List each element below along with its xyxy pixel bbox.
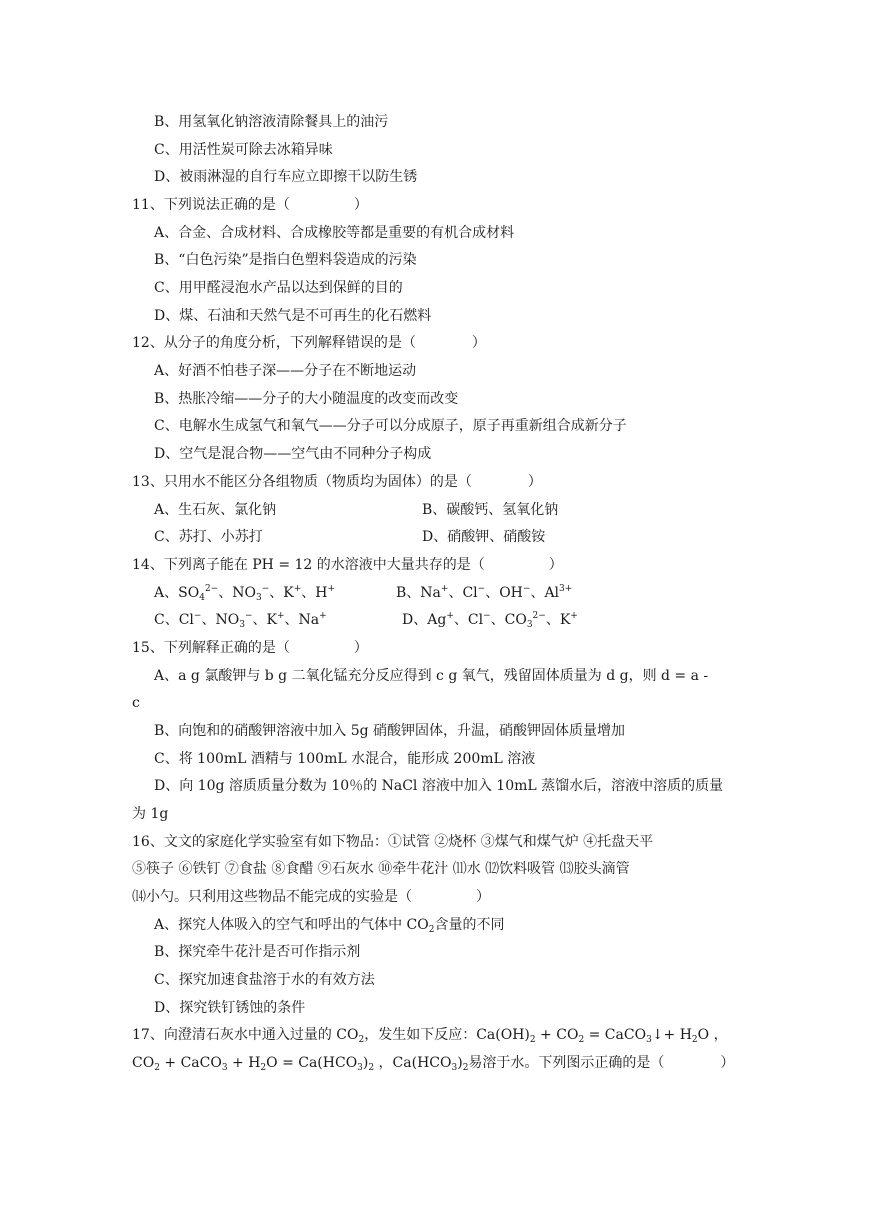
ion-formula: Na+ — [420, 584, 449, 601]
q14-option-c — [154, 610, 327, 630]
q13-option-c: C、苏打、小苏打 — [154, 529, 263, 545]
option-label: C、 — [154, 612, 179, 628]
ion-formula: $NO_3^-$ — [232, 584, 270, 603]
ion-separator: 、 — [284, 612, 299, 628]
q15-option-d: D、向 10g 溶质质量分数为 10％的 NaCl 溶液中加入 10mL 蒸馏水后，溶液中溶质的质量 — [154, 778, 724, 794]
q16-stem-line3: ⒁小勺。只利用这些物品不能完成的实验是（ ） — [132, 889, 490, 905]
ion-separator: 、 — [201, 612, 216, 628]
option-label: A、 — [154, 585, 179, 601]
ion-formula: $CO_3^{2-}$ — [504, 611, 546, 630]
q16-option-b: B、探究牵牛花汁是否可作指示剂 — [154, 944, 361, 960]
q11-option-b: B、“白色污染”是指白色塑料袋造成的污染 — [154, 252, 417, 268]
ion-formula: $NO_3^-$ — [215, 611, 253, 630]
q11-option-a: A、合金、合成材料、合成橡胶等都是重要的有机合成材料 — [154, 225, 515, 241]
q15-option-c: C、将 100mL 酒精与 100mL 水混合，能形成 200mL 溶液 — [154, 751, 536, 767]
q13-stem: 13、只用水不能区分各组物质（物质均为固体）的是（ ） — [132, 474, 542, 490]
q12-option-a: A、好酒不怕巷子深——分子在不断地运动 — [154, 363, 417, 379]
ion-formula: $SO_4^{2-}$ — [178, 584, 219, 603]
q13-option-b: B、碳酸钙、氢氧化钠 — [422, 502, 559, 518]
q15-stem: 15、下列解释正确的是（ ） — [132, 640, 368, 656]
q12-option-b: B、热胀冷缩——分子的大小随温度的改变而改变 — [154, 391, 459, 407]
q12-option-d: D、空气是混合物——空气由不同种分子构成 — [154, 446, 432, 462]
ion-formula: OH− — [499, 584, 531, 601]
ion-separator: 、 — [448, 585, 463, 601]
ion-formula: H+ — [315, 584, 336, 601]
option-label: B、 — [396, 585, 421, 601]
q10-option-c: C、用活性炭可除去冰箱异味 — [154, 142, 333, 158]
q17-stem-line1: 17、向澄清石灰水中通入过量的 $CO_2$，发生如下反应：$Ca(OH)_2 + CO_2$ = CaCO$_3$↓+ $H_2O$ ， — [132, 1027, 728, 1045]
option-label: D、 — [402, 612, 428, 628]
q15-option-a-cont: c — [132, 695, 140, 711]
q16-option-c: C、探究加速食盐溶于水的有效方法 — [154, 972, 375, 988]
q13-option-a: A、生石灰、氯化钠 — [154, 502, 277, 518]
q14-option-b — [396, 583, 572, 603]
ion-separator: 、 — [453, 612, 468, 628]
q14-option-a — [154, 583, 335, 603]
q16-option-a: A、探究人体吸入的空气和呼出的气体中 $CO_2$含量的不同 — [154, 917, 505, 935]
ion-formula: K+ — [559, 611, 578, 628]
q14-option-d — [402, 610, 578, 630]
ion-separator: 、 — [530, 585, 545, 601]
q13-option-d: D、硝酸钾、硝酸铵 — [422, 529, 546, 545]
q10-option-d: D、被雨淋湿的自行车应立即擦干以防生锈 — [154, 169, 418, 185]
ion-formula: Cl− — [462, 584, 486, 601]
ion-formula: $Al^{3+}$ — [544, 584, 573, 601]
q15-option-b: B、向饱和的硝酸钾溶液中加入 5g 硝酸钾固体，升温，硝酸钾固体质量增加 — [154, 723, 626, 739]
q12-stem: 12、从分子的角度分析，下列解释错误的是（ ） — [132, 335, 486, 351]
q16-stem-line1: 16、文文的家庭化学实验室有如下物品：①试管 ②烧杯 ③煤气和煤气炉 ④托盘天平 — [132, 834, 654, 850]
q12-option-c: C、电解水生成氢气和氧气——分子可以分成原子，原子再重新组合成新分子 — [154, 418, 627, 434]
ion-separator: 、 — [485, 585, 500, 601]
ion-formula: Cl− — [467, 611, 491, 628]
ion-separator: 、 — [252, 612, 267, 628]
ion-formula: Na+ — [298, 611, 327, 628]
ion-formula: Cl− — [178, 611, 202, 628]
q17-stem-line2: $CO_2$ + CaCO$_3$ + $H_2O = Ca(HCO_3)_2$ ，$Ca(HCO_3)_2$易溶于水。下列图示正确的是（ ） — [132, 1055, 735, 1073]
q16-option-d: D、探究铁钉锈蚀的条件 — [154, 1000, 306, 1016]
q11-stem: 11、下列说法正确的是（ ） — [132, 197, 368, 213]
ion-separator: 、 — [301, 585, 316, 601]
q10-option-b: B、用氢氧化钠溶液清除餐具上的油污 — [154, 114, 389, 130]
ion-formula: K+ — [283, 584, 302, 601]
q11-option-c: C、用甲醛浸泡水产品以达到保鲜的目的 — [154, 280, 403, 296]
q11-option-d: D、煤、石油和天然气是不可再生的化石燃料 — [154, 308, 432, 324]
q14-stem: 14、下列离子能在 PH = 12 的水溶液中大量共存的是（ ） — [132, 557, 563, 573]
ion-formula: Ag+ — [427, 611, 454, 628]
ion-formula: K+ — [266, 611, 285, 628]
ion-separator: 、 — [218, 585, 233, 601]
q16-stem-line2: ⑤筷子 ⑥铁钉 ⑦食盐 ⑧食醋 ⑨石灰水 ⑩牵牛花汁 ⑾水 ⑿饮料吸管 ⒀胶头滴管 — [132, 861, 630, 877]
q15-option-a: A、a g 氯酸钾与 b g 二氧化锰充分反应得到 c g 氧气，残留固体质量为 d g，则 d = a - — [154, 668, 709, 684]
ion-separator: 、 — [490, 612, 505, 628]
q15-option-d-cont: 为 1g — [132, 806, 169, 822]
ion-separator: 、 — [545, 612, 560, 628]
ion-separator: 、 — [269, 585, 284, 601]
